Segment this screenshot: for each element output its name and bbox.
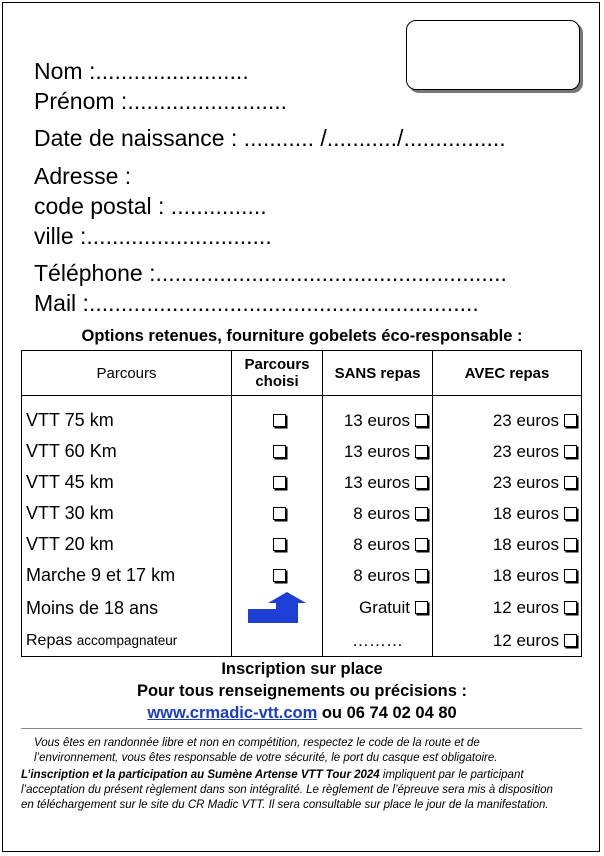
price-avec-repas: 23 euros: [492, 441, 559, 461]
nom-field[interactable]: Nom :........................: [34, 58, 249, 84]
table-row: [22, 405, 582, 436]
inscription-title: Inscription sur place: [221, 660, 383, 678]
checkbox-icon[interactable]: [273, 476, 286, 489]
prenom-field[interactable]: Prénom :.........................: [34, 88, 288, 114]
checkbox-icon[interactable]: [564, 634, 577, 647]
checkbox-icon[interactable]: [273, 538, 286, 551]
contact-line: [0, 704, 604, 723]
checkbox-icon[interactable]: [273, 414, 286, 427]
row-label: VTT 60 Km: [22, 436, 232, 467]
price-avec-repas: 23 euros: [492, 410, 559, 430]
price-avec-repas: 23 euros: [492, 472, 559, 492]
adresse-field[interactable]: Adresse :: [34, 163, 132, 189]
arrow-up-right-icon: [246, 591, 308, 625]
checkbox-icon[interactable]: [564, 476, 577, 489]
table-header-row: [22, 351, 582, 396]
row-label: VTT 45 km: [22, 467, 232, 498]
price-sans-repas: 8 euros: [353, 534, 410, 554]
price-sans-repas: Gratuit: [358, 598, 410, 617]
price-sans-repas: 8 euros: [353, 565, 410, 585]
checkbox-icon[interactable]: [273, 445, 286, 458]
header-sans-repas: SANS repas: [323, 351, 433, 396]
website-link[interactable]: www.crmadic-vtt.com: [147, 704, 318, 722]
checkbox-icon[interactable]: [415, 538, 428, 551]
phone-number: ou 06 74 02 04 80: [317, 704, 457, 722]
photo-box: [406, 20, 580, 90]
price-sans-repas: 8 euros: [353, 503, 410, 523]
telephone-field[interactable]: Téléphone :.......................................................: [34, 260, 507, 286]
table-row: [22, 467, 582, 498]
checkbox-icon[interactable]: [273, 507, 286, 520]
safety-note: Vous êtes en randonnée libre et non en compétition, respectez le code de la route et de l’environnement, vous êtes responsable de votre sécurité, le port du casque est obligatoire.: [34, 737, 498, 764]
table-row: [22, 436, 582, 467]
code-postal-field[interactable]: code postal : ...............: [34, 193, 267, 219]
price-avec-repas: 12 euros: [492, 598, 559, 617]
divider: [21, 728, 582, 729]
table-row: [22, 498, 582, 529]
checkbox-icon[interactable]: [564, 569, 577, 582]
checkbox-icon[interactable]: [415, 476, 428, 489]
row-label: VTT 75 km: [22, 405, 232, 436]
price-sans-repas: 13 euros: [343, 472, 410, 492]
price-avec-repas: 18 euros: [492, 534, 559, 554]
mail-field[interactable]: Mail :.............................................................: [34, 290, 479, 316]
checkbox-icon[interactable]: [415, 414, 428, 427]
table-row: [22, 591, 582, 625]
row-label: Marche 9 et 17 km: [22, 560, 232, 591]
checkbox-icon[interactable]: [564, 445, 577, 458]
checkbox-icon[interactable]: [415, 507, 428, 520]
price-sans-repas: ………: [352, 630, 403, 650]
price-avec-repas: 18 euros: [492, 503, 559, 523]
ville-field[interactable]: ville :.............................: [34, 223, 272, 249]
header-parcours-choisi: Parcours choisi: [232, 351, 323, 396]
table-row: [22, 529, 582, 560]
checkbox-icon[interactable]: [415, 445, 428, 458]
table-row: [22, 560, 582, 591]
price-avec-repas: 18 euros: [492, 565, 559, 585]
renseignements-title: Pour tous renseignements ou précisions :: [136, 682, 468, 700]
checkbox-icon[interactable]: [415, 569, 428, 582]
row-label: VTT 30 km: [22, 498, 232, 529]
checkbox-icon[interactable]: [273, 569, 286, 582]
row-label: Repas accompagnateur: [22, 625, 232, 657]
row-label: Moins de 18 ans: [22, 591, 232, 625]
price-avec-repas: 12 euros: [492, 630, 559, 650]
date-naissance-field[interactable]: Date de naissance : ........... /.........../................: [34, 125, 506, 151]
checkbox-icon[interactable]: [564, 538, 577, 551]
header-parcours: Parcours: [22, 351, 232, 396]
options-title: Options retenues, fourniture gobelets éco-responsable :: [81, 327, 523, 345]
row-label: VTT 20 km: [22, 529, 232, 560]
rules-note-text: impliquent par le participant l’acceptation du présent règlement dans son intégralité. Le règlement de l’épreuve sera mis à disposition en téléchargement sur le site du CR Madic VTT. Il sera consultable sur place le jour de la manifestation.: [21, 769, 553, 811]
price-sans-repas: 13 euros: [343, 410, 410, 430]
rules-note-bold: L’inscription et la participation au Sumène Artense VTT Tour 2024: [21, 769, 380, 781]
rules-note: [21, 768, 566, 813]
options-table: [21, 350, 582, 657]
checkbox-icon[interactable]: [564, 414, 577, 427]
header-avec-repas: AVEC repas: [433, 351, 582, 396]
checkbox-icon[interactable]: [564, 601, 577, 614]
checkbox-icon[interactable]: [415, 601, 428, 614]
checkbox-icon[interactable]: [564, 507, 577, 520]
price-sans-repas: 13 euros: [343, 441, 410, 461]
table-row: [22, 625, 582, 657]
